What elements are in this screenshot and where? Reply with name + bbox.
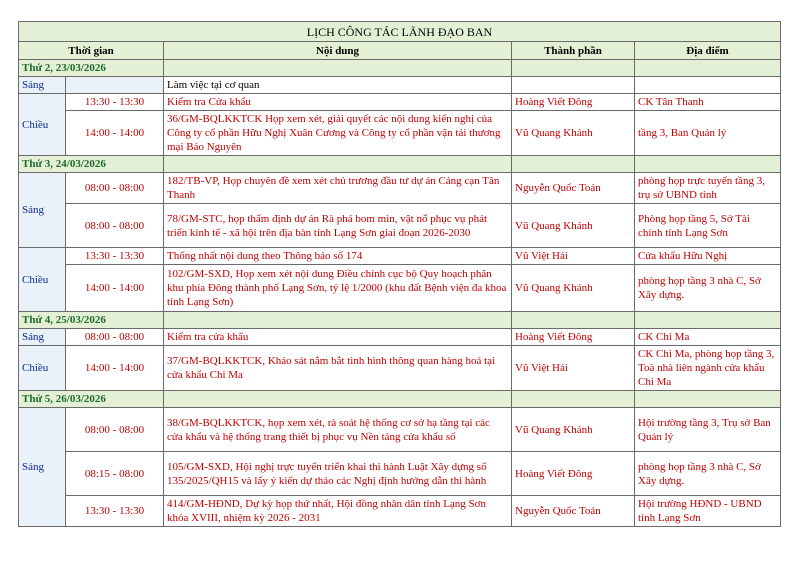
content-cell: 102/GM-SXD, Họp xem xét nội dung Điều chỉnh cục bộ Quy hoạch phân khu phía Đông thành phố Lạng Sơn, tỷ lệ 1/2000 (khu đất Bệnh viện đa khoa tỉnh Lạng Sơn) xyxy=(164,265,512,312)
place-cell: Hội trường HĐND - UBND tỉnh Lạng Sơn xyxy=(635,496,781,527)
schedule-table xyxy=(18,21,781,527)
day-label: Thứ 2, 23/03/2026 xyxy=(19,60,164,77)
time-cell: 08:00 - 08:00 xyxy=(66,408,164,452)
header-place: Địa điểm xyxy=(635,42,781,60)
time-cell xyxy=(66,77,164,94)
session-label: Sáng xyxy=(19,77,66,94)
session-label: Sáng xyxy=(19,408,66,527)
members-cell: Hoàng Viết Đông xyxy=(512,94,635,111)
session-label: Sáng xyxy=(19,329,66,346)
members-cell: Vũ Quang Khánh xyxy=(512,408,635,452)
session-label: Sáng xyxy=(19,173,66,248)
place-cell: phòng họp tầng 3 nhà C, Sở Xây dựng. xyxy=(635,265,781,312)
place-cell: Cửa khẩu Hữu Nghị xyxy=(635,248,781,265)
place-cell: tầng 3, Ban Quản lý xyxy=(635,111,781,156)
place-cell: phòng họp trực tuyến tầng 3, trụ sở UBND tỉnh xyxy=(635,173,781,204)
place-cell: Phòng họp tầng 5, Sở Tài chính tỉnh Lạng Sơn xyxy=(635,204,781,248)
members-cell: Vũ Việt Hải xyxy=(512,346,635,391)
session-label: Chiều xyxy=(19,94,66,156)
place-cell: CK Chi Ma xyxy=(635,329,781,346)
header-content: Nội dung xyxy=(164,42,512,60)
content-cell: Làm việc tại cơ quan xyxy=(164,77,512,94)
place-cell: phòng họp tầng 3 nhà C, Sở Xây dựng. xyxy=(635,452,781,496)
day-label: Thứ 4, 25/03/2026 xyxy=(19,312,164,329)
content-cell: 37/GM-BQLKKTCK, Khảo sát nắm bắt tình hình thông quan hàng hoá tại cửa khẩu Chi Ma xyxy=(164,346,512,391)
time-cell: 08:00 - 08:00 xyxy=(66,204,164,248)
place-cell: CK Tân Thanh xyxy=(635,94,781,111)
content-cell: Kiểm tra cửa khẩu xyxy=(164,329,512,346)
day-label: Thứ 5, 26/03/2026 xyxy=(19,391,164,408)
session-label: Chiều xyxy=(19,346,66,391)
members-cell: Vũ Quang Khánh xyxy=(512,204,635,248)
members-cell: Hoàng Viết Đông xyxy=(512,329,635,346)
content-cell: 105/GM-SXD, Hội nghị trực tuyến triển khai thi hành Luật Xây dựng số 135/2025/QH15 và lấy ý kiến dự thảo các Nghị định hướng dẫn thi hành xyxy=(164,452,512,496)
time-cell: 08:00 - 08:00 xyxy=(66,329,164,346)
members-cell xyxy=(512,77,635,94)
content-cell: 36/GM-BQLKKTCK Họp xem xét, giải quyết các nội dung kiến nghị của Công ty cổ phần Hữu Nghị Xuân Cương và Công ty cổ phần vận tải thương mại Bảo Nguyên xyxy=(164,111,512,156)
day-label: Thứ 3, 24/03/2026 xyxy=(19,156,164,173)
schedule-sheet xyxy=(18,21,781,527)
members-cell: Nguyễn Quốc Toản xyxy=(512,496,635,527)
place-cell xyxy=(635,77,781,94)
content-cell: 38/GM-BQLKKTCK, họp xem xét, rà soát hệ thống cơ sở hạ tầng tại các cửa khẩu và hệ thống trang thiết bị phục vụ Nền tảng cửa khẩu số xyxy=(164,408,512,452)
header-time: Thời gian xyxy=(19,42,164,60)
page-title: LỊCH CÔNG TÁC LÃNH ĐẠO BAN xyxy=(19,22,781,42)
members-cell: Vũ Việt Hải xyxy=(512,248,635,265)
time-cell: 13:30 - 13:30 xyxy=(66,94,164,111)
content-cell: Kiểm tra Cửa khẩu xyxy=(164,94,512,111)
time-cell: 13:30 - 13:30 xyxy=(66,248,164,265)
members-cell: Vũ Quang Khánh xyxy=(512,111,635,156)
place-cell: CK Chi Ma, phòng họp tầng 3, Toà nhà liên ngành cửa khẩu Chi Ma xyxy=(635,346,781,391)
session-label: Chiều xyxy=(19,248,66,312)
content-cell: 182/TB-VP, Họp chuyên đề xem xét chủ trương đầu tư dự án Cảng cạn Tân Thanh xyxy=(164,173,512,204)
time-cell: 14:00 - 14:00 xyxy=(66,111,164,156)
time-cell: 08:15 - 08:00 xyxy=(66,452,164,496)
content-cell: 414/GM-HĐND, Dự kỳ họp thứ nhất, Hội đồng nhân dân tỉnh Lạng Sơn khóa XVIII, nhiệm kỳ 2026 - 2031 xyxy=(164,496,512,527)
time-cell: 14:00 - 14:00 xyxy=(66,265,164,312)
content-cell: Thống nhất nội dung theo Thông báo số 174 xyxy=(164,248,512,265)
content-cell: 78/GM-STC, họp thẩm định dự án Rà phá bom mìn, vật nổ phục vụ phát triển kinh tế - xã hội trên địa bàn tỉnh Lạng Sơn giai đoạn 2026-2030 xyxy=(164,204,512,248)
time-cell: 13:30 - 13:30 xyxy=(66,496,164,527)
header-members: Thành phần xyxy=(512,42,635,60)
members-cell: Nguyễn Quốc Toản xyxy=(512,173,635,204)
members-cell: Vũ Quang Khánh xyxy=(512,265,635,312)
time-cell: 14:00 - 14:00 xyxy=(66,346,164,391)
members-cell: Hoàng Viết Đông xyxy=(512,452,635,496)
time-cell: 08:00 - 08:00 xyxy=(66,173,164,204)
place-cell: Hội trường tầng 3, Trụ sở Ban Quản lý xyxy=(635,408,781,452)
